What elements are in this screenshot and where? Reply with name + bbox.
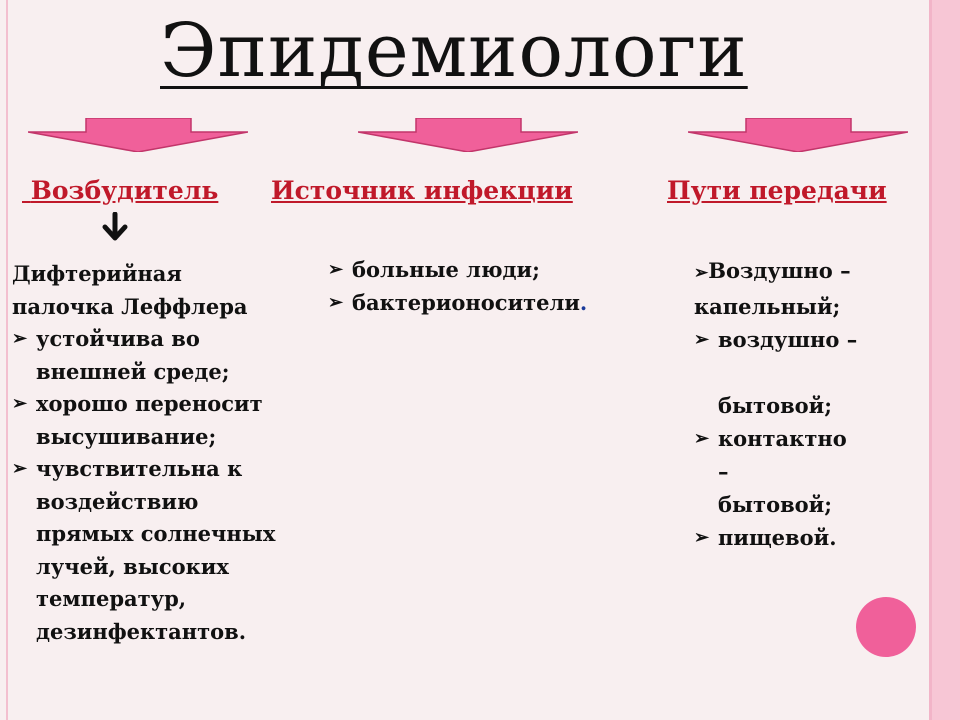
left-decor-rule bbox=[6, 0, 8, 720]
check-arrow-icon: ➢ bbox=[694, 428, 710, 449]
routes-block: ➢Воздушно – капельный; ➢ воздушно – бытовой; ➢ контактно – бытовой; ➢ пищевой. bbox=[694, 254, 914, 554]
list-item: ➢Воздушно – bbox=[694, 258, 851, 283]
list-item: ➢ контактно – бытовой; bbox=[694, 422, 914, 521]
list-item: ➢ чувствительна к воздействию прямых солнечных лучей, высоких температур, дезинфектантов. bbox=[12, 453, 342, 648]
check-arrow-icon: ➢ bbox=[694, 263, 709, 283]
decor-circle bbox=[856, 597, 916, 657]
slide-title: Эпидемиологи bbox=[160, 8, 748, 94]
block-arrow-down-icon bbox=[358, 118, 578, 152]
right-decor-band bbox=[932, 0, 960, 720]
check-arrow-icon: ➢ bbox=[12, 393, 28, 414]
check-arrow-icon: ➢ bbox=[694, 329, 710, 350]
block-arrow-down-icon bbox=[28, 118, 248, 152]
list-item: ➢ бактерионосители. bbox=[328, 287, 658, 320]
heading-routes: Пути передачи bbox=[667, 176, 887, 205]
list-item: ➢ хорошо переносит высушивание; bbox=[12, 388, 342, 453]
block-arrow-down-icon bbox=[688, 118, 908, 152]
check-arrow-icon: ➢ bbox=[328, 291, 344, 313]
pathogen-block bbox=[12, 258, 342, 648]
down-arrow-icon bbox=[100, 212, 130, 242]
check-arrow-icon: ➢ bbox=[12, 458, 28, 479]
list-item: ➢ больные люди; bbox=[328, 254, 658, 287]
check-arrow-icon: ➢ bbox=[12, 328, 28, 349]
list-item: ➢ устойчива во внешней среде; bbox=[12, 323, 342, 388]
heading-pathogen: Возбудитель bbox=[30, 176, 219, 205]
source-block bbox=[328, 254, 658, 319]
list-item: ➢ пищевой. bbox=[694, 521, 914, 554]
check-arrow-icon: ➢ bbox=[694, 527, 710, 548]
pathogen-name-line: палочка Леффлера bbox=[12, 293, 248, 319]
check-arrow-icon: ➢ bbox=[328, 259, 344, 280]
heading-source: Источник инфекции bbox=[271, 176, 573, 205]
pathogen-name-line: Дифтерийная bbox=[12, 261, 182, 286]
list-item: ➢ воздушно – бытовой; bbox=[694, 323, 914, 422]
